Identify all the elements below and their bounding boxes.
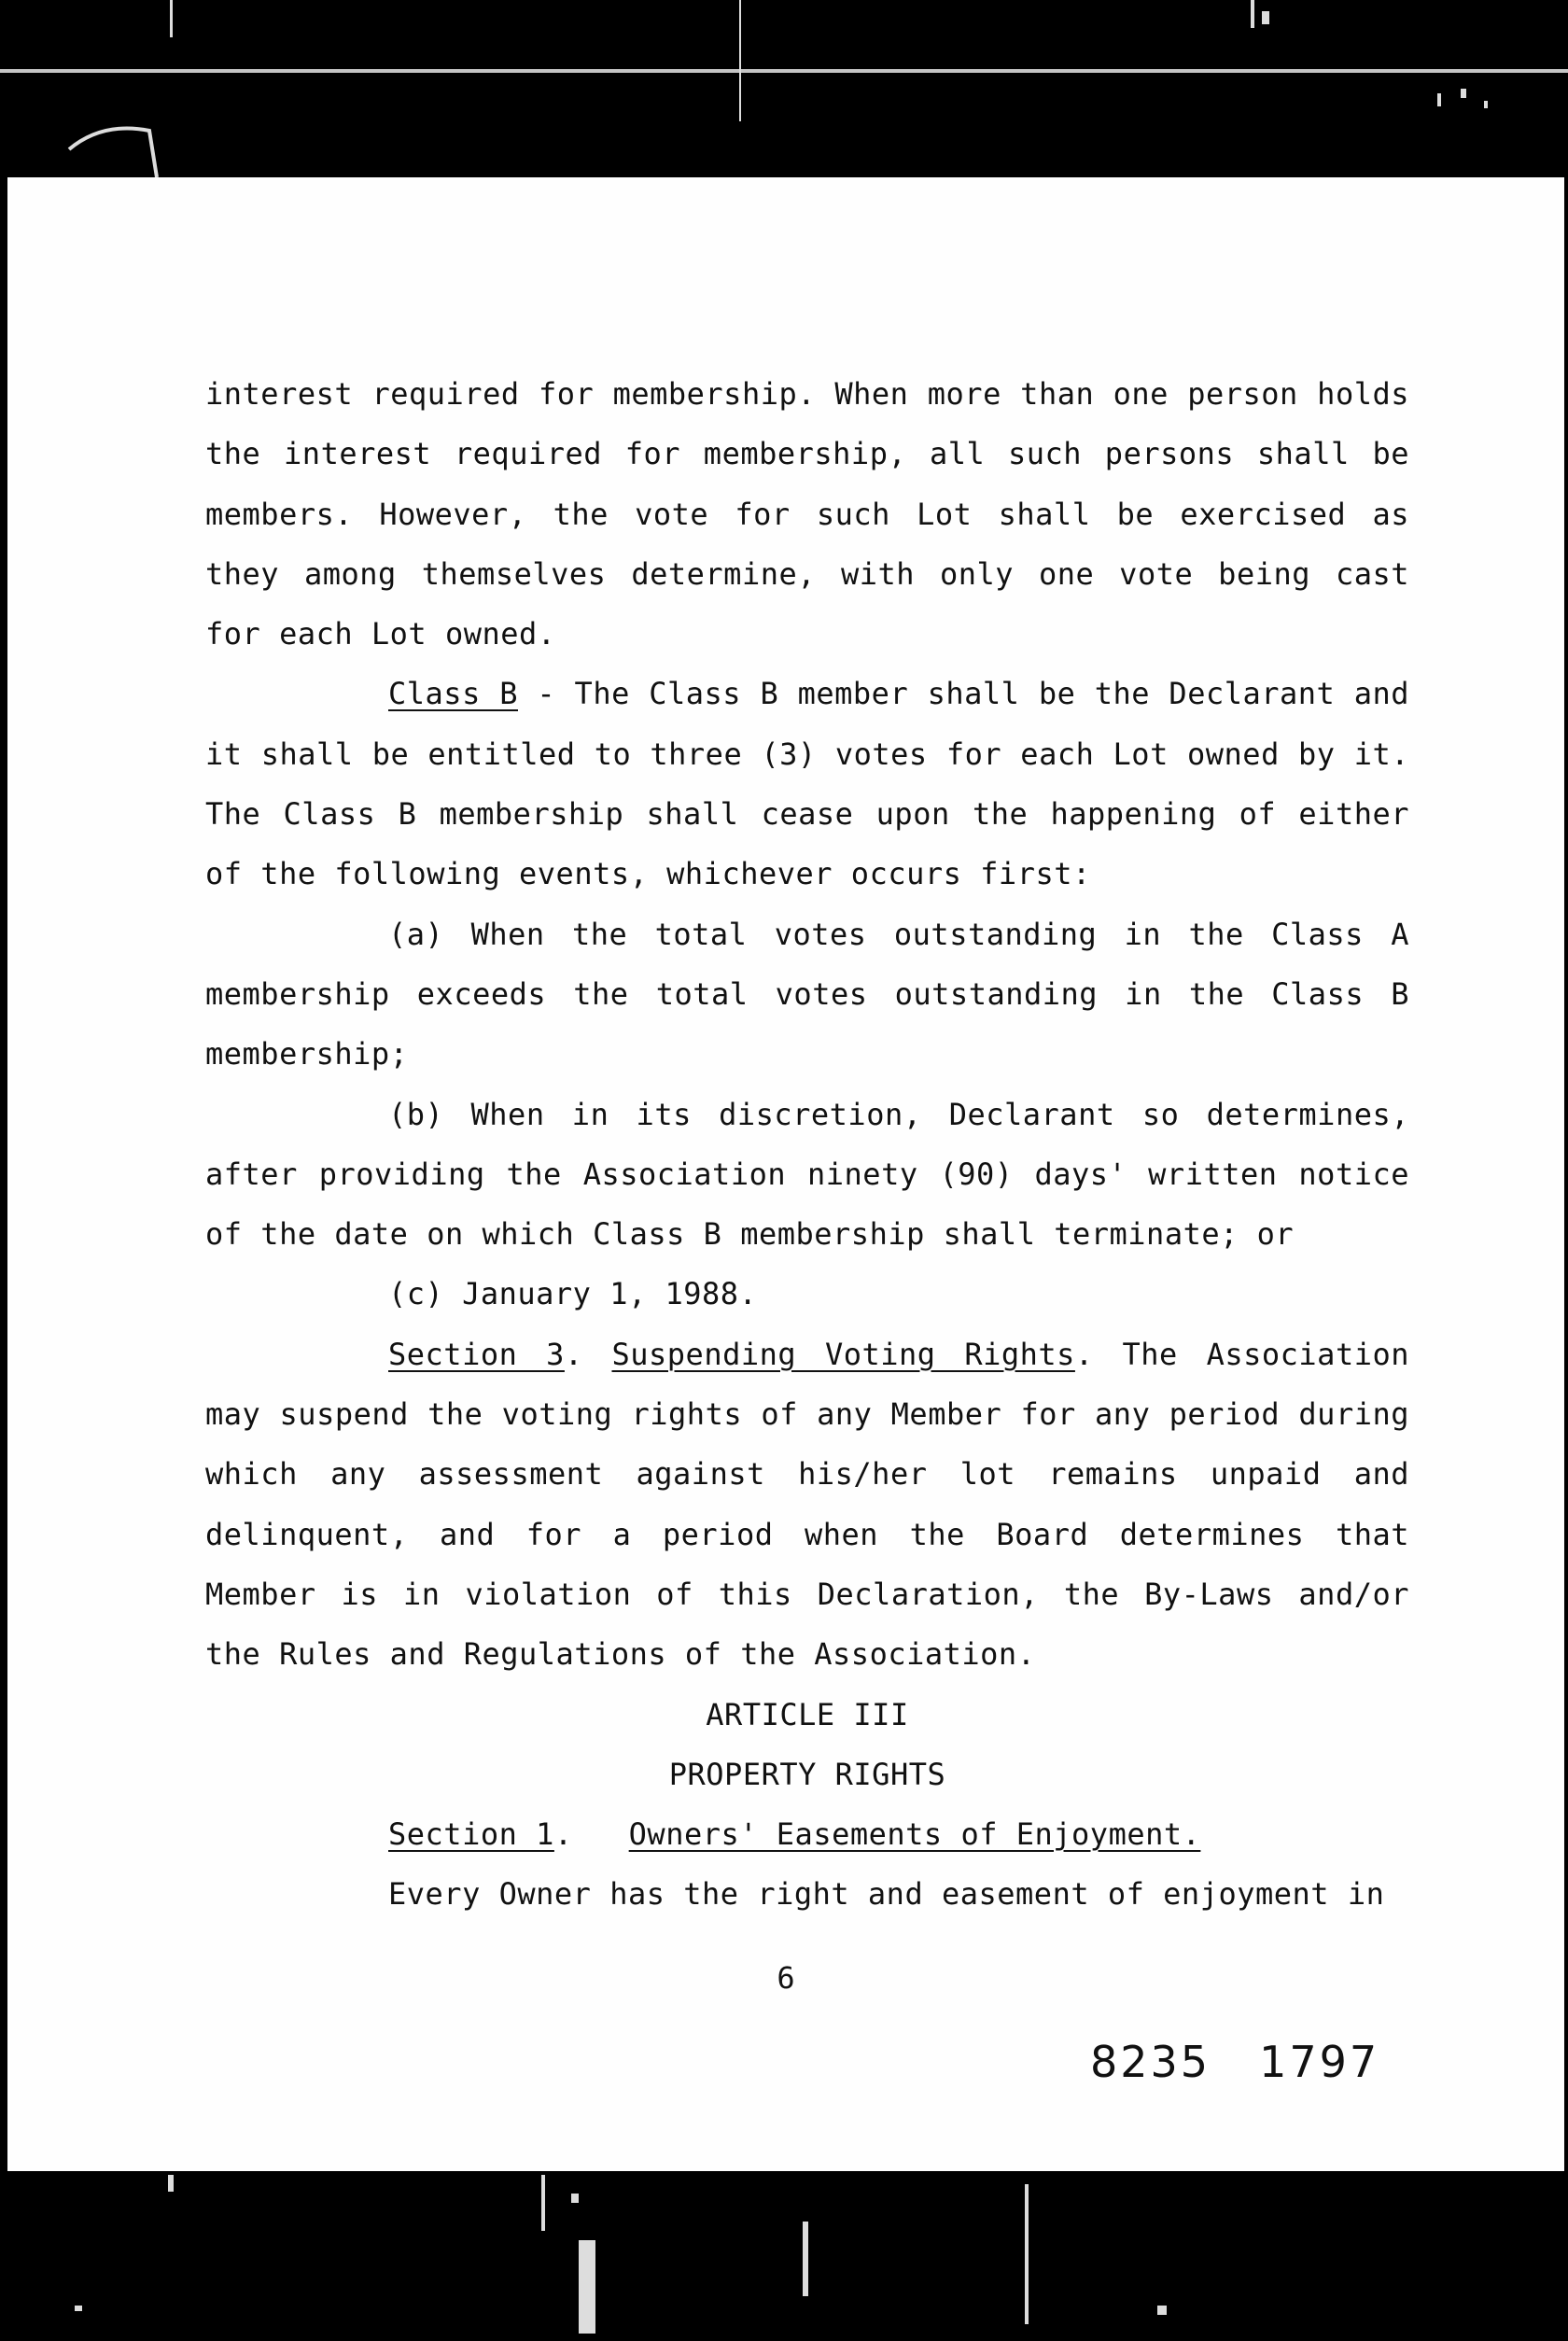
- document-body: [205, 364, 1409, 1925]
- list-item-b: (b) When in its discretion, Declarant so determines, after providing the Association ninety (90) days' written notice of the date on which Class B membership shall terminate; or: [205, 1096, 1409, 1253]
- list-item-c: (c) January 1, 1988.: [388, 1276, 758, 1312]
- section-1-title: Owners' Easements of Enjoyment.: [628, 1816, 1201, 1853]
- list-item-a: (a) When the total votes outstanding in the Class A membership exceeds the total votes outstanding in the Class B membership;: [205, 916, 1409, 1072]
- section-3-title: Suspending Voting Rights: [611, 1336, 1075, 1372]
- paragraph-class-b: [205, 664, 1409, 904]
- class-b-label: Class B: [388, 676, 518, 712]
- section-3-text: The Association may suspend the voting rights of any Member for any period during which any assessment against his/her lot remains unpaid and delinquent, and for a period when the Board determines that Member is in violation of this Declaration, the By-Laws and/or the Rules and Regulations of the Association.: [205, 1336, 1409, 1673]
- paragraph-section-1: Every Owner has the right and easement of enjoyment in: [388, 1876, 1385, 1913]
- paragraph-section-3: Section 3. Suspending Voting Rights. The Association may suspend the voting rights of any Member for any period during which any assessment against his/her lot remains unpaid and delinquent, and for a period when the Board determines that Member is in violation of this Declaration, the By-Laws and/or the Rules and Regulations of the Association.: [205, 1336, 1409, 1673]
- stamp-book: 8235: [1090, 2037, 1211, 2087]
- stamp-page: 1797: [1259, 2037, 1380, 2087]
- article-title: PROPERTY RIGHTS: [668, 1756, 946, 1792]
- section-3-label: Section 3: [388, 1336, 565, 1372]
- recording-stamp: [1090, 2037, 1379, 2087]
- paragraph-membership-interest: interest required for membership. When more than one person holds the interest required for membership, all such persons shall be members. However, the vote for such Lot shall be exercised as they among themselves determine, with only one vote being cast for each Lot owned.: [205, 376, 1409, 652]
- section-1-heading: Section 1. Owners' Easements of Enjoyment.: [388, 1816, 1201, 1853]
- document-page: [7, 177, 1564, 2171]
- article-heading: ARTICLE III: [706, 1696, 909, 1732]
- section-1-label: Section 1: [388, 1816, 554, 1853]
- class-b-text: - The Class B member shall be the Declarant and it shall be entitled to three (3) votes for each Lot owned by it. The Class B membership shall cease upon the happening of either of the following events, whichever occurs first:: [205, 676, 1410, 892]
- page-number: 6: [777, 1960, 795, 1996]
- scan-edge-line: [0, 69, 1568, 73]
